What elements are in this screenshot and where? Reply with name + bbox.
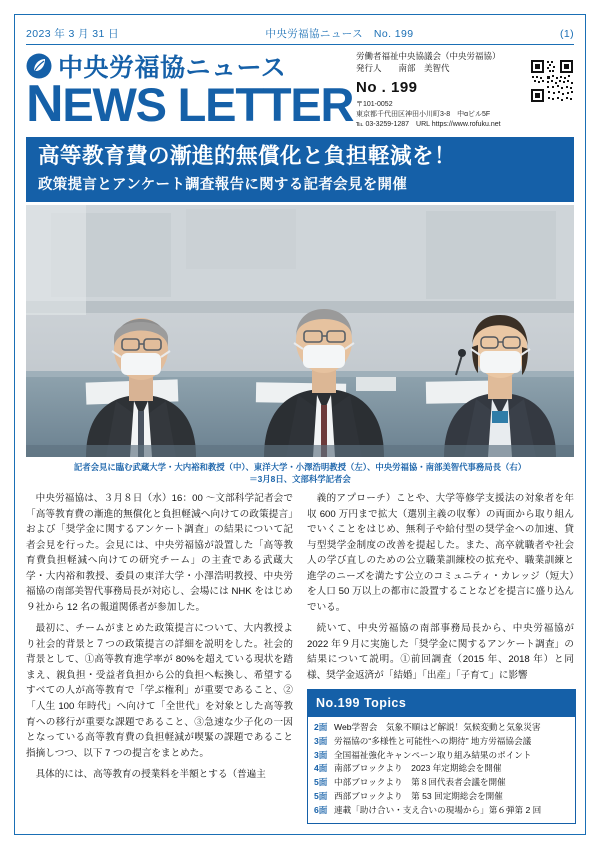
topics-page: 5面	[314, 791, 328, 802]
masthead-title-japanese-text: 中央労福協ニュース	[58, 54, 287, 82]
publisher-person: 発行人 南部 美智代	[356, 63, 450, 74]
publisher-contact: ℡ 03-3259-1287 URL https://www.rofuku.net	[356, 120, 501, 128]
qr-code-icon	[530, 59, 574, 103]
list-item[interactable]	[314, 735, 569, 749]
press-conference-photo	[26, 205, 574, 457]
photo-caption	[26, 461, 574, 485]
topics-text: 中部ブロックより 第８回代表者会議を開催	[334, 777, 506, 788]
article-paragraph: 義的アプローチ）ことや、大学等修学支援法の対象者を年収 600 万円まで拡大（選別主義の収奪）の両面から取り組んでいくことをはじめ、無利子や給付型の奨学金への加速、貸与型奨学金制度の改善を提起した。また、高卒就職者や社会人の学び直しのための公立職業訓練校の拡充や、職業訓練と進学のニーズを満たす公立のコミュニティ・カレッジ（短大）を人口 50 万以上の都市に設置することなどを提言に盛り込んでいる。	[307, 493, 574, 613]
topics-page: 6面	[314, 805, 328, 816]
topics-text: 全国福祉強化キャンペーン取り組み結果のポイント	[334, 749, 532, 760]
photo-caption-line-2: ＝3月8日、文部科学記者会	[249, 473, 351, 484]
publisher-organization: 労働者福祉中央協議会（中央労福協）	[356, 51, 501, 61]
article-column-left	[26, 491, 293, 791]
topics-page: 2面	[314, 721, 328, 732]
topics-box	[307, 689, 576, 824]
list-item[interactable]	[314, 804, 569, 818]
article-paragraph: 最初に、チームがまとめた政策提言について、大内教授より社会的背景と７つの政策提言の詳細を説明をした。社会的背景として、①高等教育進学率が 80%を超えている現状を踏まえ、親負担・受益者負担から公的負担へ転換し、希望するすべての人が高等教育で「学ぶ権利」が重要であること、②「人生 100 年時代」へ向けて「全世代」を対象とした高等教育への移行が重要な課題であること、③急速な少子化の一因となっている高等教育費の負担軽減が喫緊の課題であること指摘しつつ、以下 7 つの提言をまとめた。	[26, 623, 293, 759]
topics-header: No.199 Topics	[308, 690, 575, 716]
topics-text: 連載「助け合い・支え合いの現場から」第６弾第 2 回	[334, 805, 542, 816]
topics-text: 西部ブロックより 第 53 回定期総会を開催	[334, 791, 503, 802]
topics-text: 労福協の“多様性と可能性への期待” 地方労福協会議	[334, 735, 532, 746]
headline-primary: 高等教育費の漸進的無償化と負担軽減を！	[38, 144, 457, 168]
masthead	[26, 49, 574, 135]
publisher-address: 東京都千代田区神田小川町3-8 中ɑビル5F	[356, 110, 491, 118]
publication-name-line: 中央労福協ニュース No. 199	[265, 28, 414, 40]
topics-page: 3面	[314, 735, 328, 746]
topics-page: 4面	[314, 763, 328, 774]
article-body	[26, 491, 574, 816]
list-item[interactable]	[314, 762, 569, 776]
masthead-title-english	[26, 75, 406, 133]
topics-page: 5面	[314, 777, 328, 788]
issue-date: 2023 年 3 月 31 日	[26, 28, 119, 40]
headline-banner	[26, 137, 574, 202]
masthead-title-english-initial: N	[26, 75, 63, 133]
topics-text: Web学習会 気象不順はど解説！気候変動と気象災害	[334, 721, 541, 732]
page-number: (1)	[559, 28, 574, 40]
issue-number: No . 199	[356, 78, 418, 96]
list-item[interactable]	[314, 749, 569, 763]
list-item[interactable]	[314, 790, 569, 804]
list-item[interactable]	[314, 721, 569, 735]
publisher-postal-code: 〒101-0052	[356, 101, 393, 109]
masthead-publisher-block	[356, 51, 574, 130]
article-paragraph: 中央労福協は、３月８日（水）16：00 ～文部科学記者会で「高等教育費の漸進的無償化と負担軽減へ向けての政策提言」および「奨学金に関するアンケート調査」の結果について記者会見を行った。会見には、中央労福協が設置した「高等教育費負担軽減へ向けての研究チーム」の主査である武蔵大学・大内裕和教授、委員の東洋大学・小澤浩明教授、中央労福協の南部美智代事務局長が対応し、会場には NHK をはじめ９社から 12 名の報道関係者が参加した。	[26, 493, 293, 613]
top-header-line	[26, 26, 574, 45]
topics-list	[308, 717, 575, 823]
topics-page: 3面	[314, 749, 328, 760]
article-column-right	[307, 491, 574, 816]
photo-caption-line-1: 記者会見に臨む武蔵大学・大内裕和教授（中）、東洋大学・小澤浩明教授（左）、中央労福協・南部美智代事務局長（右）	[73, 461, 527, 472]
headline-secondary: 政策提言とアンケート調査報告に関する記者会見を開催	[38, 176, 408, 193]
list-item[interactable]	[314, 776, 569, 790]
masthead-title-block	[26, 49, 406, 133]
article-paragraph: 続いて、中央労福協の南部事務局長から、中央労福協が 2022 年９月に実施した「奨学金に関するアンケート調査」の結果について説明。①前回調査（2015 年、2018 年）と同様、奨学金返済が「結婚」「出産」「子育て」に影響	[307, 623, 574, 681]
article-paragraph: 具体的には、高等教育の授業料を半額とする（普遍主	[35, 769, 266, 781]
masthead-title-english-rest: EWS LETTER	[62, 78, 354, 131]
topics-text: 南部ブロックより 2023 年定期総会を開催	[334, 763, 502, 774]
